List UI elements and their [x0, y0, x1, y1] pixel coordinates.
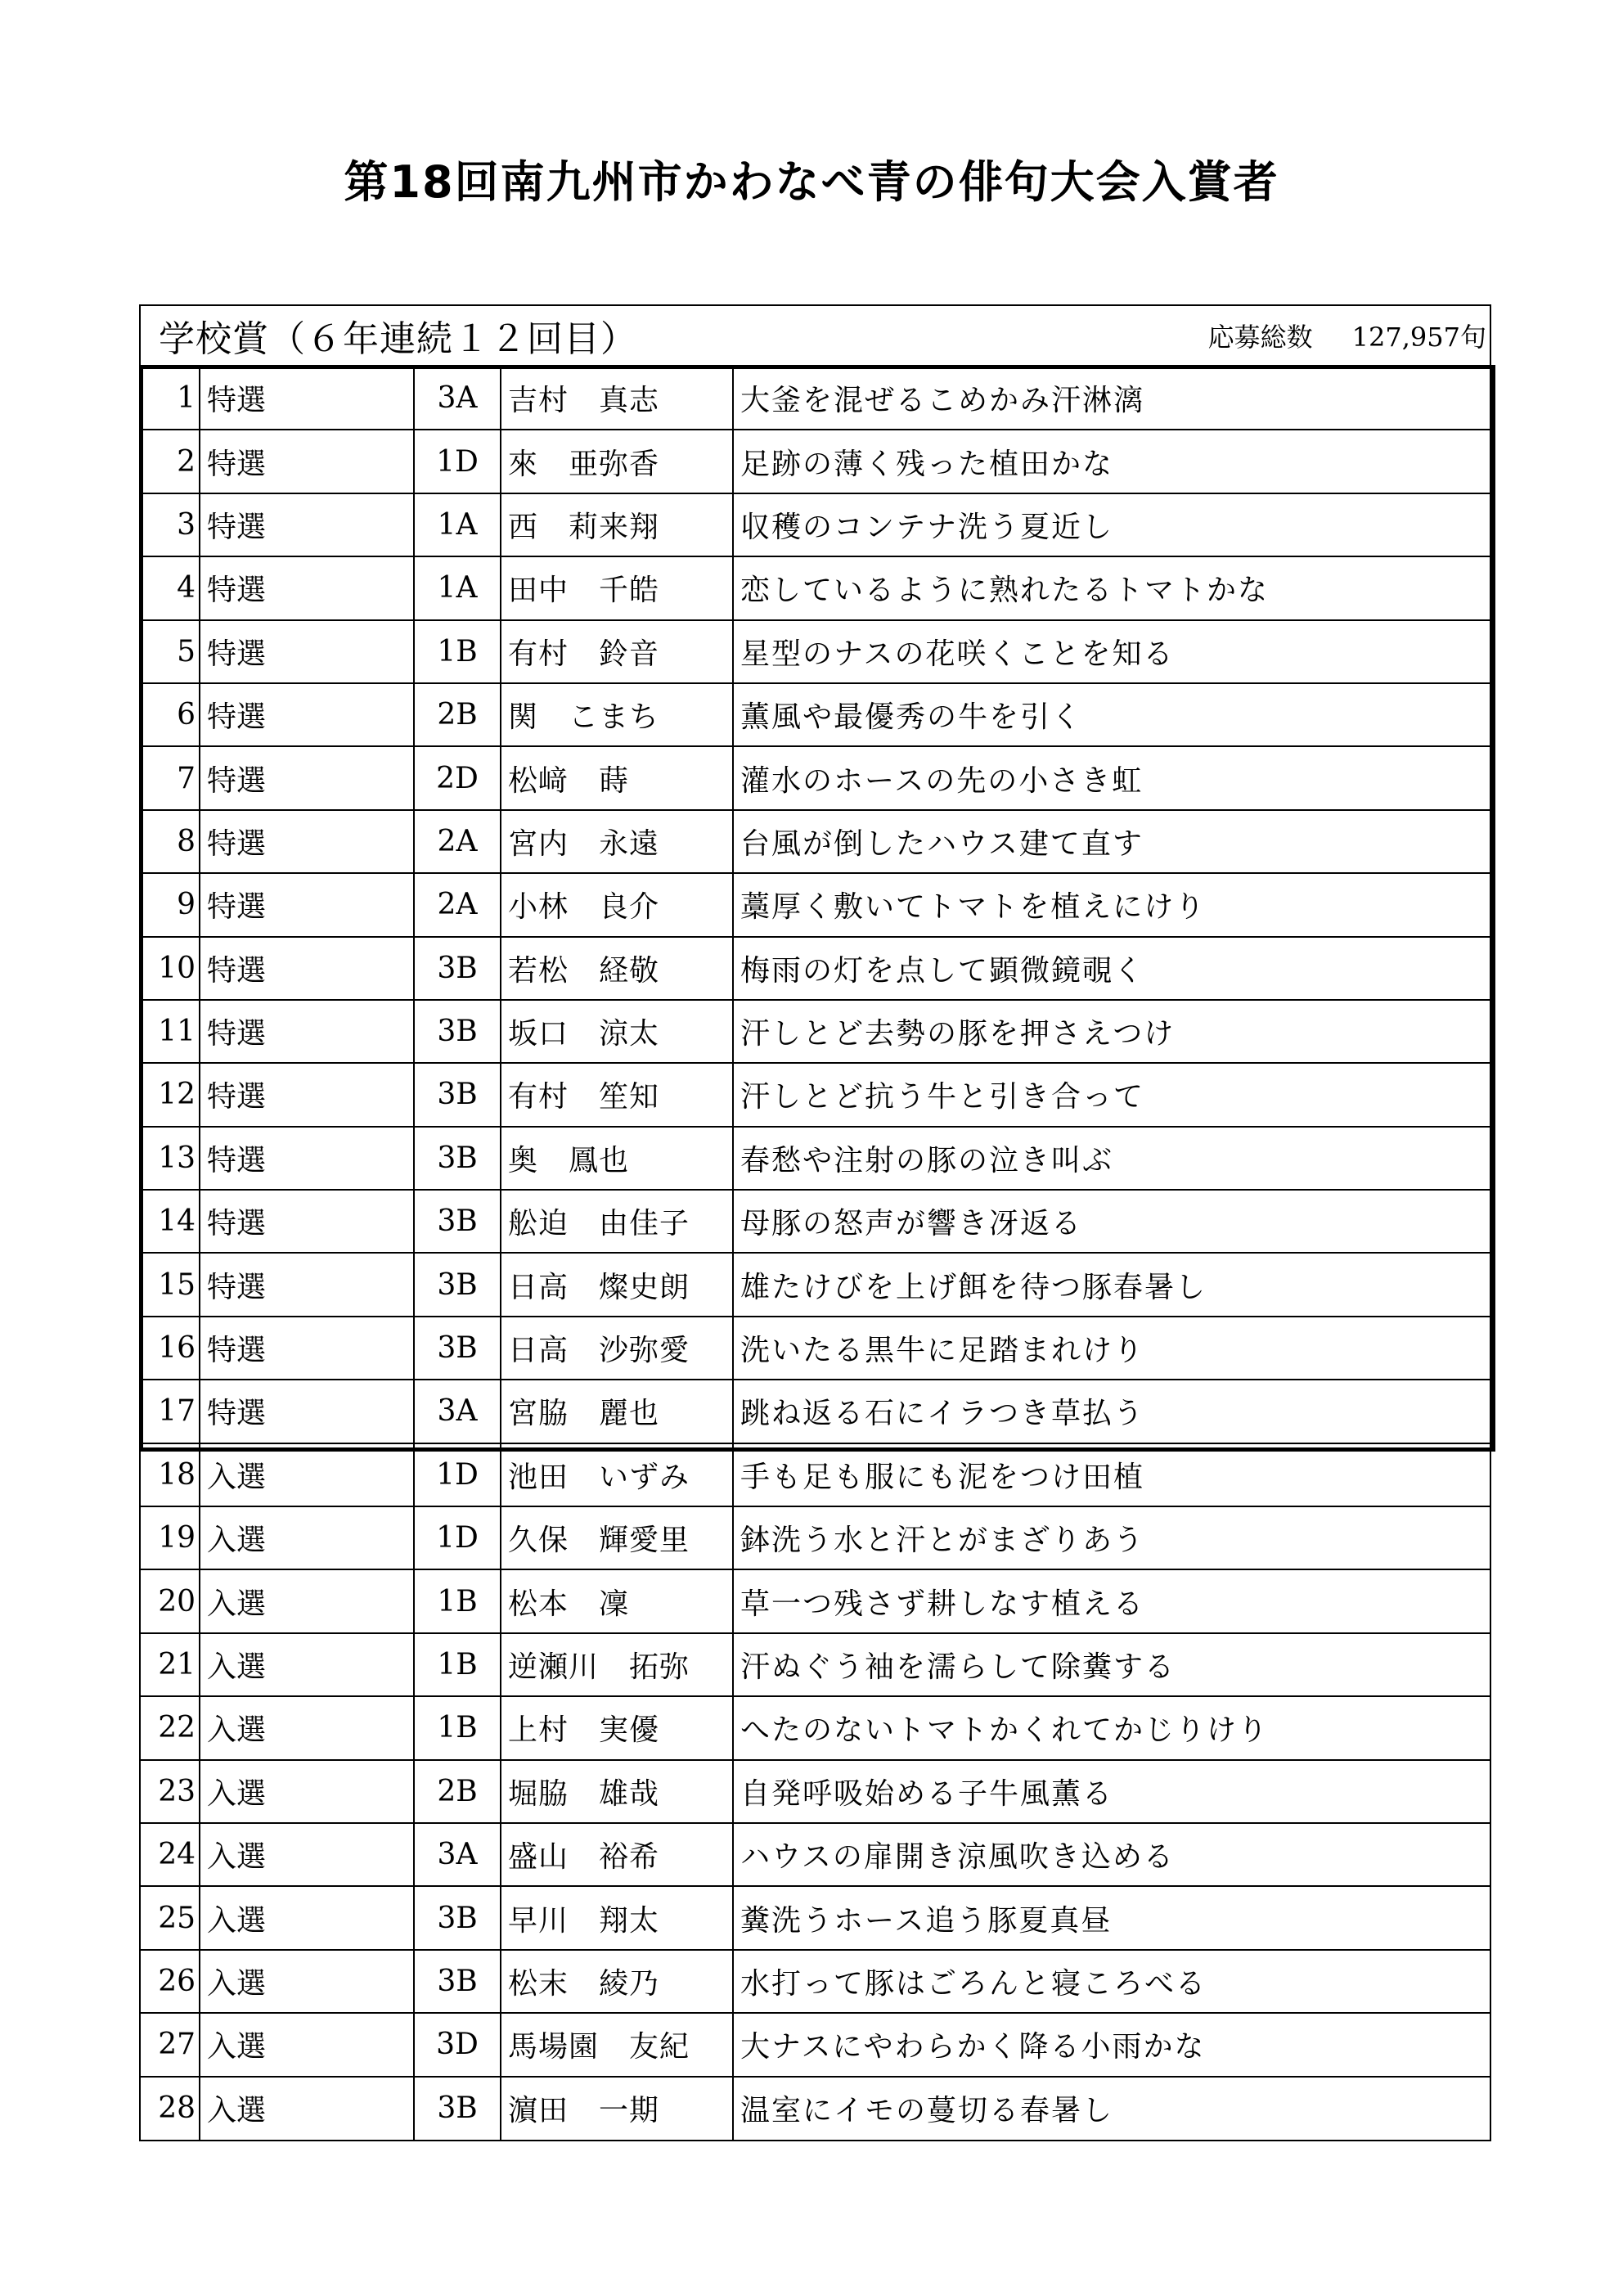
entry-number: 1	[141, 367, 200, 430]
haiku-text: 自発呼吸始める子牛風薫る	[733, 1760, 1490, 1823]
table-row	[141, 1823, 1490, 1886]
table-row	[141, 1127, 1490, 1190]
entry-number: 14	[141, 1190, 200, 1253]
award-type: 特選	[200, 1127, 414, 1190]
student-name: 吉村 真志	[501, 367, 733, 430]
student-name: 來 亜弥香	[501, 430, 733, 493]
entry-number: 9	[141, 873, 200, 936]
award-type: 特選	[200, 1000, 414, 1063]
class-name: 1B	[414, 1569, 501, 1632]
award-type: 特選	[200, 1253, 414, 1316]
class-name: 3B	[414, 937, 501, 1000]
award-type: 入選	[200, 2077, 414, 2140]
award-type: 入選	[200, 1886, 414, 1949]
table-row	[141, 873, 1490, 936]
entry-number: 23	[141, 1760, 200, 1823]
results-sheet	[139, 304, 1491, 2141]
entry-number: 6	[141, 683, 200, 746]
entry-number: 2	[141, 430, 200, 493]
award-type: 入選	[200, 1696, 414, 1759]
student-name: 堀脇 雄哉	[501, 1760, 733, 1823]
class-name: 2D	[414, 746, 501, 809]
class-name: 3A	[414, 1823, 501, 1886]
table-row	[141, 1569, 1490, 1632]
award-type: 入選	[200, 1633, 414, 1696]
award-type: 特選	[200, 810, 414, 873]
award-type: 特選	[200, 430, 414, 493]
class-name: 3B	[414, 1950, 501, 2013]
table-row	[141, 1633, 1490, 1696]
table-row	[141, 1506, 1490, 1569]
haiku-text: 薫風や最優秀の牛を引く	[733, 683, 1490, 746]
entry-number: 11	[141, 1000, 200, 1063]
student-name: 松末 綾乃	[501, 1950, 733, 2013]
award-type: 特選	[200, 1317, 414, 1380]
class-name: 3B	[414, 1317, 501, 1380]
results-table-body	[141, 367, 1490, 2140]
class-name: 2B	[414, 683, 501, 746]
student-name: 松本 凜	[501, 1569, 733, 1632]
table-row	[141, 1950, 1490, 2013]
entry-number: 22	[141, 1696, 200, 1759]
entry-number: 4	[141, 556, 200, 619]
student-name: 若松 経敬	[501, 937, 733, 1000]
haiku-text: 汗しとど抗う牛と引き合って	[733, 1063, 1490, 1126]
haiku-text: 汗ぬぐう袖を濡らして除糞する	[733, 1633, 1490, 1696]
class-name: 3A	[414, 367, 501, 430]
table-row	[141, 2013, 1490, 2076]
haiku-text: 藁厚く敷いてトマトを植えにけり	[733, 873, 1490, 936]
haiku-text: 糞洗うホース追う豚夏真昼	[733, 1886, 1490, 1949]
award-type: 特選	[200, 367, 414, 430]
student-name: 舩迫 由佳子	[501, 1190, 733, 1253]
entry-number: 20	[141, 1569, 200, 1632]
table-row	[141, 746, 1490, 809]
class-name: 2B	[414, 1760, 501, 1823]
table-row	[141, 2077, 1490, 2140]
class-name: 3A	[414, 1380, 501, 1443]
haiku-text: 恋しているように熟れたるトマトかな	[733, 556, 1490, 619]
student-name: 池田 いずみ	[501, 1443, 733, 1506]
class-name: 3B	[414, 2077, 501, 2140]
table-row	[141, 1253, 1490, 1316]
class-name: 2A	[414, 873, 501, 936]
class-name: 3B	[414, 1190, 501, 1253]
student-name: 西 莉来翔	[501, 493, 733, 556]
table-row	[141, 1000, 1490, 1063]
award-type: 入選	[200, 2013, 414, 2076]
student-name: 逆瀬川 拓弥	[501, 1633, 733, 1696]
haiku-text: ハウスの扉開き涼風吹き込める	[733, 1823, 1490, 1886]
student-name: 関 こまち	[501, 683, 733, 746]
class-name: 1B	[414, 1696, 501, 1759]
haiku-text: 水打って豚はごろんと寝ころべる	[733, 1950, 1490, 2013]
class-name: 1A	[414, 556, 501, 619]
table-row	[141, 1063, 1490, 1126]
class-name: 3B	[414, 1253, 501, 1316]
entry-number: 12	[141, 1063, 200, 1126]
award-type: 特選	[200, 493, 414, 556]
student-name: 久保 輝愛里	[501, 1506, 733, 1569]
class-name: 2A	[414, 810, 501, 873]
haiku-text: 雄たけびを上げ餌を待つ豚春暑し	[733, 1253, 1490, 1316]
haiku-text: 母豚の怒声が響き冴返る	[733, 1190, 1490, 1253]
entry-number: 13	[141, 1127, 200, 1190]
student-name: 日高 沙弥愛	[501, 1317, 733, 1380]
student-name: 有村 鈴音	[501, 620, 733, 683]
entry-number: 24	[141, 1823, 200, 1886]
entry-number: 18	[141, 1443, 200, 1506]
haiku-text: 梅雨の灯を点して顕微鏡覗く	[733, 937, 1490, 1000]
student-name: 田中 千皓	[501, 556, 733, 619]
haiku-text: 星型のナスの花咲くことを知る	[733, 620, 1490, 683]
sheet-header	[141, 306, 1490, 367]
table-row	[141, 1443, 1490, 1506]
award-type: 特選	[200, 620, 414, 683]
entry-number: 16	[141, 1317, 200, 1380]
table-row	[141, 620, 1490, 683]
table-row	[141, 367, 1490, 430]
class-name: 3B	[414, 1127, 501, 1190]
award-type: 特選	[200, 746, 414, 809]
class-name: 3B	[414, 1886, 501, 1949]
entry-number: 5	[141, 620, 200, 683]
table-row	[141, 493, 1490, 556]
entry-number: 10	[141, 937, 200, 1000]
award-type: 特選	[200, 1190, 414, 1253]
award-type: 入選	[200, 1443, 414, 1506]
class-name: 3B	[414, 1063, 501, 1126]
entry-number: 15	[141, 1253, 200, 1316]
class-name: 1D	[414, 1506, 501, 1569]
class-name: 1D	[414, 1443, 501, 1506]
entry-number: 19	[141, 1506, 200, 1569]
student-name: 早川 翔太	[501, 1886, 733, 1949]
entry-number: 17	[141, 1380, 200, 1443]
award-type: 特選	[200, 873, 414, 936]
award-type: 特選	[200, 937, 414, 1000]
award-type: 特選	[200, 683, 414, 746]
class-name: 1A	[414, 493, 501, 556]
total-entries-label: 応募総数	[1207, 322, 1313, 353]
class-name: 1D	[414, 430, 501, 493]
award-type: 入選	[200, 1760, 414, 1823]
table-row	[141, 1380, 1490, 1443]
table-row	[141, 430, 1490, 493]
haiku-text: 足跡の薄く残った植田かな	[733, 430, 1490, 493]
student-name: 小林 良介	[501, 873, 733, 936]
student-name: 濵田 一期	[501, 2077, 733, 2140]
entry-number: 21	[141, 1633, 200, 1696]
haiku-text: 鉢洗う水と汗とがまざりあう	[733, 1506, 1490, 1569]
table-row	[141, 810, 1490, 873]
entry-number: 28	[141, 2077, 200, 2140]
student-name: 坂口 涼太	[501, 1000, 733, 1063]
student-name: 盛山 裕希	[501, 1823, 733, 1886]
class-name: 3D	[414, 2013, 501, 2076]
student-name: 宮内 永遠	[501, 810, 733, 873]
entry-number: 3	[141, 493, 200, 556]
class-name: 1B	[414, 1633, 501, 1696]
haiku-text: 収穫のコンテナ洗う夏近し	[733, 493, 1490, 556]
award-type: 特選	[200, 556, 414, 619]
student-name: 宮脇 麗也	[501, 1380, 733, 1443]
haiku-text: 洗いたる黒牛に足踏まれけり	[733, 1317, 1490, 1380]
table-row	[141, 1760, 1490, 1823]
award-type: 特選	[200, 1380, 414, 1443]
award-type: 入選	[200, 1506, 414, 1569]
haiku-text: 春愁や注射の豚の泣き叫ぶ	[733, 1127, 1490, 1190]
haiku-text: 灌水のホースの先の小さき虹	[733, 746, 1490, 809]
table-row	[141, 1886, 1490, 1949]
entry-number: 27	[141, 2013, 200, 2076]
class-name: 3B	[414, 1000, 501, 1063]
table-row	[141, 1190, 1490, 1253]
haiku-text: 大釜を混ぜるこめかみ汗淋漓	[733, 367, 1490, 430]
entry-number: 26	[141, 1950, 200, 2013]
haiku-text: 手も足も服にも泥をつけ田植	[733, 1443, 1490, 1506]
table-row	[141, 683, 1490, 746]
student-name: 上村 実優	[501, 1696, 733, 1759]
entry-number: 25	[141, 1886, 200, 1949]
page-title: 第18回南九州市かわなべ青の俳句大会入賞者	[344, 156, 1279, 208]
haiku-text: 温室にイモの蔓切る春暑し	[733, 2077, 1490, 2140]
student-name: 日高 燦史朗	[501, 1253, 733, 1316]
entry-number: 8	[141, 810, 200, 873]
award-type: 入選	[200, 1950, 414, 2013]
class-name: 1B	[414, 620, 501, 683]
table-row	[141, 556, 1490, 619]
award-type: 入選	[200, 1823, 414, 1886]
student-name: 有村 笙知	[501, 1063, 733, 1126]
haiku-text: 跳ね返る石にイラつき草払う	[733, 1380, 1490, 1443]
haiku-text: 草一つ残さず耕しなす植える	[733, 1569, 1490, 1632]
results-table	[141, 367, 1490, 2140]
haiku-text: 汗しとど去勢の豚を押さえつけ	[733, 1000, 1490, 1063]
student-name: 松﨑 蒔	[501, 746, 733, 809]
table-row	[141, 937, 1490, 1000]
student-name: 奥 鳳也	[501, 1127, 733, 1190]
award-type: 入選	[200, 1569, 414, 1632]
table-row	[141, 1696, 1490, 1759]
school-award-label: 学校賞（６年連続１２回目）	[159, 318, 637, 360]
entry-number: 7	[141, 746, 200, 809]
student-name: 馬場園 友紀	[501, 2013, 733, 2076]
award-type: 特選	[200, 1063, 414, 1126]
haiku-text: 台風が倒したハウス建て直す	[733, 810, 1490, 873]
total-entries-value: 127,957句	[1351, 322, 1486, 353]
table-row	[141, 1317, 1490, 1380]
haiku-text: へたのないトマトかくれてかじりけり	[733, 1696, 1490, 1759]
haiku-text: 大ナスにやわらかく降る小雨かな	[733, 2013, 1490, 2076]
